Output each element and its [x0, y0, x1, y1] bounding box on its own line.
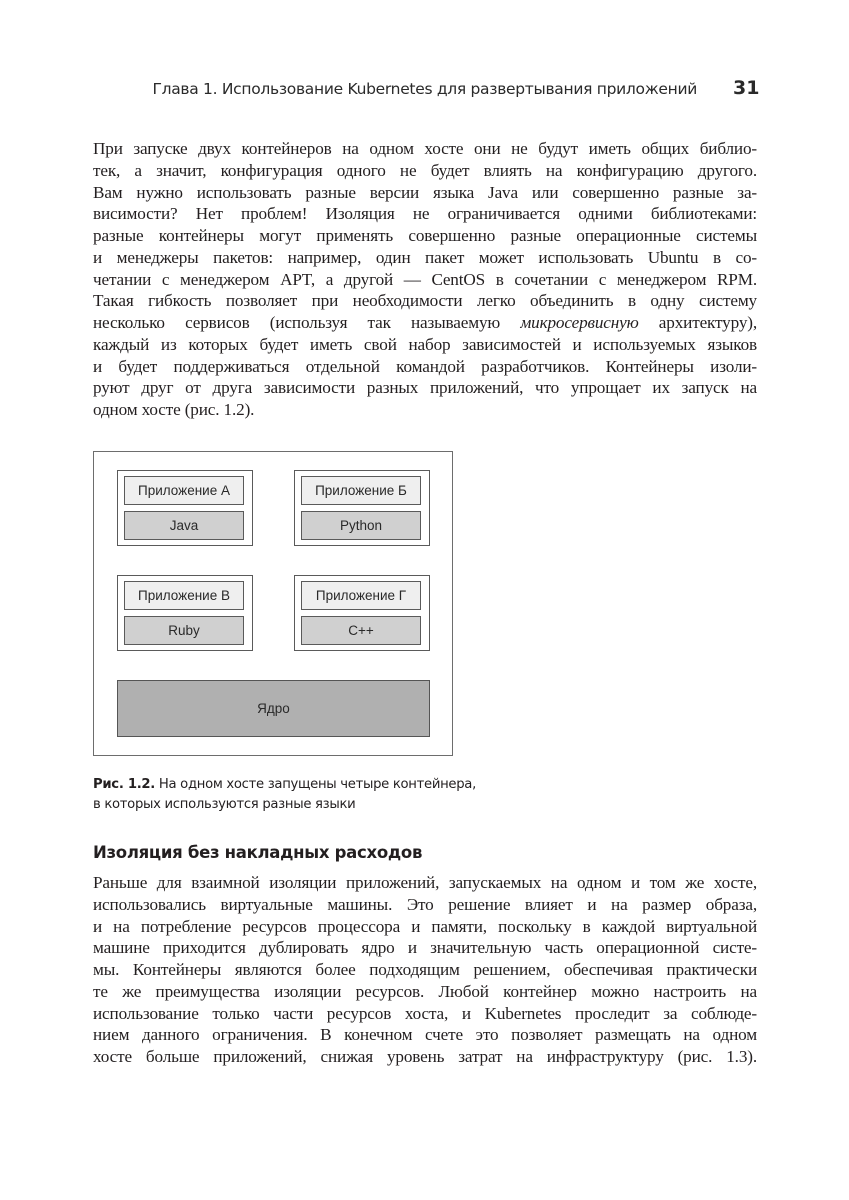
text-run: архитектуру),	[638, 313, 757, 332]
text-line: четании с менеджером APT, а другой — CentOS в сочетании с менеджером RPM.	[93, 269, 757, 289]
container-g	[294, 575, 430, 651]
app-box: Приложение А	[124, 476, 244, 505]
text-line: и менеджеры пакетов: например, один пакет может использовать Ubuntu в со-	[93, 247, 757, 267]
language-box: Python	[301, 511, 421, 540]
language-box: Java	[124, 511, 244, 540]
text-line: хосте больше приложений, снижая уровень затрат на инфраструктуру (рис. 1.3).	[93, 1047, 757, 1066]
caption-label: Рис. 1.2.	[93, 777, 155, 792]
text-line: мы. Контейнеры являются более подходящим решением, обеспечивая практически	[93, 960, 757, 979]
running-header	[0, 78, 849, 102]
text-line: машине приходится дублировать ядро и значительную часть операционной систе-	[93, 938, 757, 958]
paragraph-containers-isolation	[93, 138, 757, 421]
text-line: использование только части ресурсов хоста, и Kubernetes проследит за соблюде-	[93, 1003, 757, 1023]
text-line: и будет поддерживаться отдельной командой разработчиков. Контейнеры изоли-	[93, 356, 757, 376]
app-box: Приложение Г	[301, 581, 421, 610]
figure-containers-diagram	[93, 451, 453, 756]
page-number: 31	[733, 77, 760, 99]
text-line: разные контейнеры могут применять совершенно разные операционные системы	[93, 226, 757, 245]
text-line: нием данного ограничения. В конечном счете это позволяет размещать на одном	[93, 1025, 757, 1045]
paragraph-isolation-overhead	[93, 872, 757, 1068]
text-run: несколько сервисов (используя так называемую	[93, 313, 521, 332]
text-line: тек, а значит, конфигурация одного не будет влиять на конфигурацию другого.	[93, 160, 757, 180]
container-a	[117, 470, 253, 546]
text-line-with-emphasis	[93, 312, 757, 334]
chapter-title: Глава 1. Использование Kubernetes для развертывания приложений	[152, 80, 697, 98]
app-box: Приложение В	[124, 581, 244, 610]
container-v	[117, 575, 253, 651]
text-line: те же преимущества изоляции ресурсов. Любой контейнер можно настроить на	[93, 981, 757, 1001]
caption-line: в которых используются разные языки	[93, 797, 356, 812]
text-line: и на потребление ресурсов процессора и памяти, поскольку в каждой виртуальной	[93, 916, 757, 936]
text-line: висимости? Нет проблем! Изоляция не ограничивается одними библиотеками:	[93, 204, 757, 224]
language-box: Ruby	[124, 616, 244, 645]
text-line: использовались виртуальные машины. Это решение влияет и на размер образа,	[93, 894, 757, 914]
caption-text: На одном хосте запущены четыре контейнера,	[155, 777, 476, 792]
section-heading: Изоляция без накладных расходов	[93, 843, 423, 862]
figure-caption	[93, 775, 593, 815]
text-line: При запуске двух контейнеров на одном хосте они не будут иметь общих библио-	[93, 139, 757, 158]
app-box: Приложение Б	[301, 476, 421, 505]
container-b	[294, 470, 430, 546]
caption-line	[93, 775, 593, 795]
kernel-box: Ядро	[117, 680, 430, 737]
text-line: одном хосте (рис. 1.2).	[93, 400, 255, 419]
text-line: каждый из которых будет иметь свой набор зависимостей и используемых языков	[93, 334, 757, 354]
text-line: Вам нужно использовать разные версии языка Java или совершенно разные за-	[93, 182, 757, 202]
text-line: руют друг от друга зависимости разных приложений, что упрощает их запуск на	[93, 378, 757, 398]
text-line: Такая гибкость позволяет при необходимости легко объединить в одну систему	[93, 291, 757, 311]
text-line: Раньше для взаимной изоляции приложений, запускаемых на одном и том же хосте,	[93, 873, 757, 892]
language-box: C++	[301, 616, 421, 645]
emphasis-microservice: микросервисную	[520, 313, 639, 332]
